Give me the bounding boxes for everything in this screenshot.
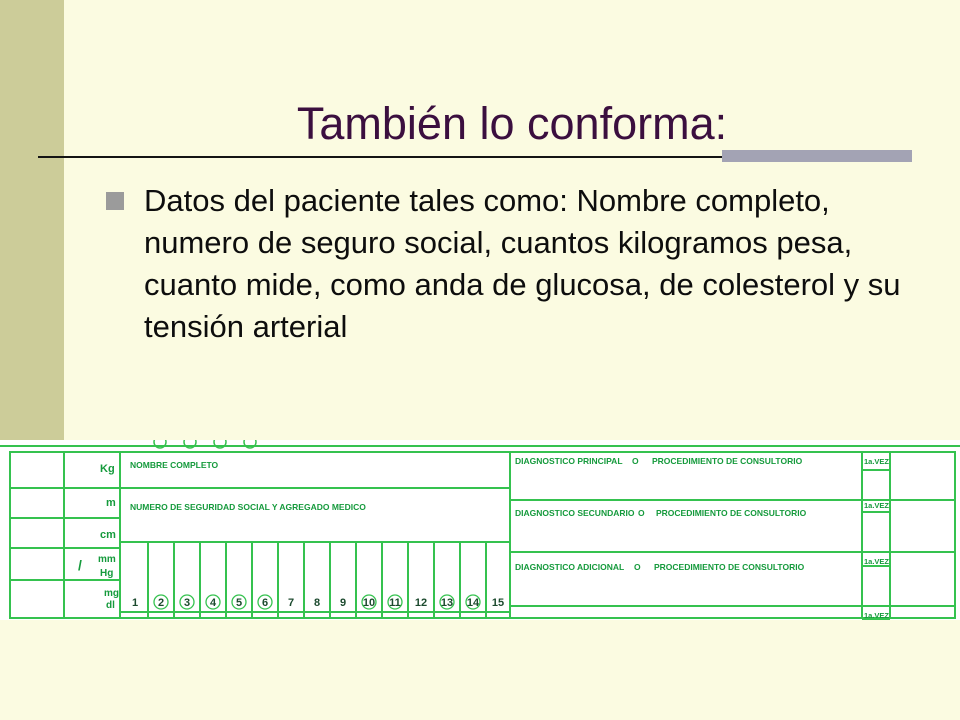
number-10: 10 <box>362 597 376 609</box>
slash-mark: / <box>78 557 82 573</box>
number-8: 8 <box>313 597 321 609</box>
unit-dl: dl <box>106 600 115 611</box>
medical-form-drawing <box>0 440 960 620</box>
number-5: 5 <box>235 597 243 609</box>
title-rule-accent <box>722 150 912 162</box>
diag-principal-vez: 1a.VEZ <box>864 457 890 466</box>
diag-secundario-o: O <box>638 508 645 518</box>
square-bullet-icon <box>106 192 124 210</box>
bullet-text: Datos del paciente tales como: Nombre completo, numero de seguro social, cuantos kilogramos pesa, cuanto mide, como anda de glucosa, de colesterol y su tensión arterial <box>144 183 901 344</box>
diag-principal-label: DIAGNOSTICO PRINCIPAL <box>515 456 623 466</box>
number-7: 7 <box>287 597 295 609</box>
diag-adicional-o: O <box>634 562 641 572</box>
unit-hg: Hg <box>100 568 114 579</box>
number-9: 9 <box>339 597 347 609</box>
number-1: 1 <box>131 597 139 609</box>
diag-principal-o: O <box>632 456 639 466</box>
unit-kg: Kg <box>100 463 115 475</box>
number-6: 6 <box>261 597 269 609</box>
unit-mg: mg <box>104 588 119 599</box>
medical-form-image <box>0 440 960 620</box>
diag-secundario-label: DIAGNOSTICO SECUNDARIO <box>515 508 635 518</box>
unit-m: m <box>106 497 116 509</box>
number-11: 11 <box>389 597 401 609</box>
diag-adicional-proc: PROCEDIMIENTO DE CONSULTORIO <box>654 562 805 572</box>
number-13: 13 <box>440 597 454 609</box>
bottom-vez: 1a.VEZ <box>864 611 890 620</box>
unit-mm: mm <box>98 554 116 565</box>
diag-adicional-label: DIAGNOSTICO ADICIONAL <box>515 562 625 572</box>
number-14: 14 <box>466 597 480 609</box>
diag-secundario-vez: 1a.VEZ <box>864 501 890 510</box>
number-15: 15 <box>491 597 505 609</box>
diag-principal-proc: PROCEDIMIENTO DE CONSULTORIO <box>652 456 803 466</box>
diag-secundario-proc: PROCEDIMIENTO DE CONSULTORIO <box>656 508 807 518</box>
number-12: 12 <box>414 597 428 609</box>
field-nombre-label: NOMBRE COMPLETO <box>130 460 219 470</box>
slide-title: También lo conforma: <box>296 98 728 150</box>
side-accent-band <box>0 0 64 440</box>
diag-adicional-vez: 1a.VEZ <box>864 557 890 566</box>
number-4: 4 <box>209 597 217 609</box>
number-3: 3 <box>183 597 191 609</box>
field-seguridad-label: NUMERO DE SEGURIDAD SOCIAL Y AGREGADO MEDICO <box>130 502 366 512</box>
unit-cm: cm <box>100 529 116 541</box>
number-2: 2 <box>157 597 165 609</box>
bullet-item <box>106 180 906 348</box>
